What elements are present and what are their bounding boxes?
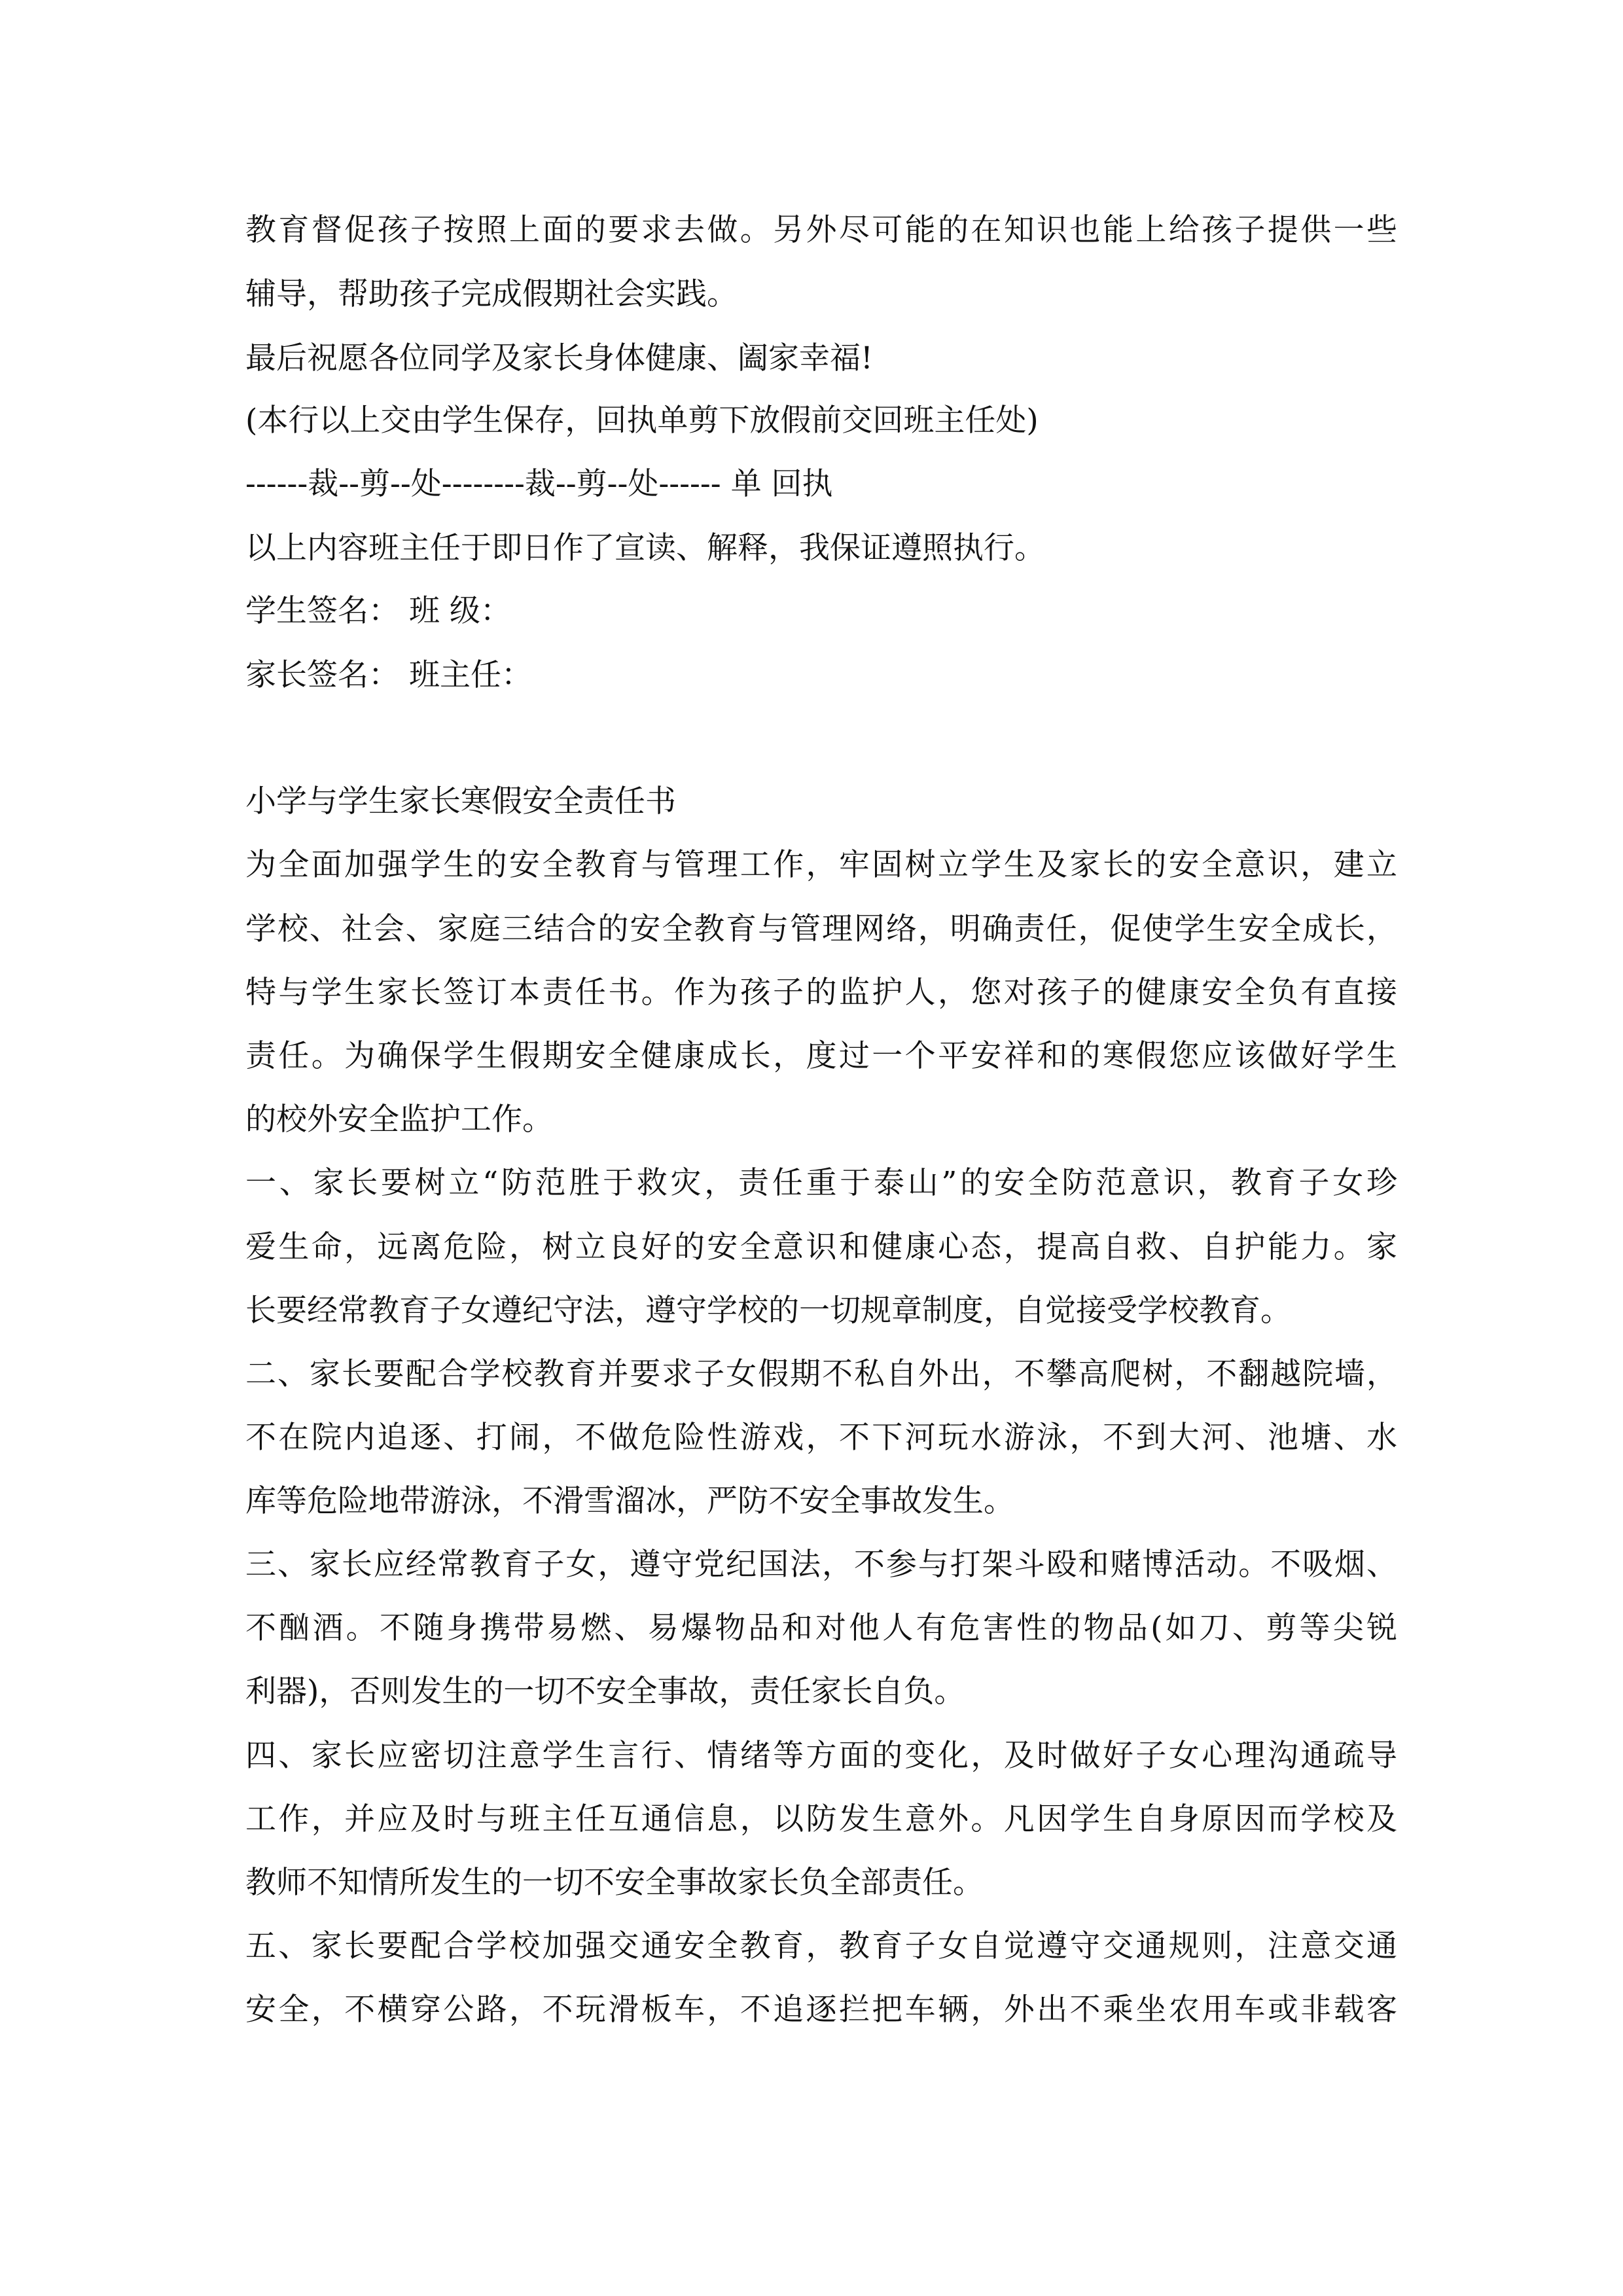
paragraph-line: 三、家长应经常教育子女，遵守党纪国法，不参与打架斗殴和赌博活动。不吸烟、 bbox=[245, 1547, 1397, 1583]
paragraph-line: 学校、社会、家庭三结合的安全教育与管理网络，明确责任，促使学生安全成长， bbox=[245, 911, 1397, 947]
paragraph-line: 库等危险地带游泳，不滑雪溜冰，严防不安全事故发生。 bbox=[245, 1483, 1014, 1519]
paragraph-line: (本行以上交由学生保存，回执单剪下放假前交回班主任处) bbox=[245, 403, 1039, 439]
paragraph-line: 为全面加强学生的安全教育与管理工作，牢固树立学生及家长的安全意识，建立 bbox=[245, 847, 1397, 883]
paragraph-line: 不酗酒。不随身携带易燃、易爆物品和对他人有危害性的物品(如刀、剪等尖锐 bbox=[245, 1610, 1397, 1646]
paragraph-line: 二、家长要配合学校教育并要求子女假期不私自外出，不攀高爬树，不翻越院墙， bbox=[245, 1356, 1397, 1392]
paragraph-line: 长要经常教育子女遵纪守法，遵守学校的一切规章制度，自觉接受学校教育。 bbox=[245, 1293, 1291, 1329]
paragraph-line: 工作，并应及时与班主任互通信息，以防发生意外。凡因学生自身原因而学校及 bbox=[245, 1801, 1397, 1837]
paragraph-line: 五、家长要配合学校加强交通安全教育，教育子女自觉遵守交通规则，注意交通 bbox=[245, 1928, 1397, 1964]
cut-line: ------裁--剪--处--------裁--剪--处------ 单 回执 bbox=[245, 466, 833, 502]
paragraph-line: 责任。为确保学生假期安全健康成长，度过一个平安祥和的寒假您应该做好学生 bbox=[245, 1038, 1397, 1074]
paragraph-line: 教师不知情所发生的一切不安全事故家长负全部责任。 bbox=[245, 1865, 984, 1901]
paragraph-line: 四、家长应密切注意学生言行、情绪等方面的变化，及时做好子女心理沟通疏导 bbox=[245, 1738, 1397, 1774]
paragraph-line: 安全，不横穿公路，不玩滑板车，不追逐拦把车辆，外出不乘坐农用车或非载客 bbox=[245, 1992, 1397, 2028]
paragraph-line: 利器)，否则发生的一切不安全事故，责任家长自负。 bbox=[245, 1674, 965, 1710]
student-signature-line: 学生签名： 班 级： bbox=[245, 593, 511, 629]
paragraph-line: 一、家长要树立“防范胜于救灾，责任重于泰山”的安全防范意识，教育子女珍 bbox=[245, 1165, 1397, 1201]
paragraph-line: 最后祝愿各位同学及家长身体健康、阖家幸福! bbox=[245, 340, 873, 376]
parent-signature-line: 家长签名： 班主任： bbox=[245, 657, 532, 693]
paragraph-line: 特与学生家长签订本责任书。作为孩子的监护人，您对孩子的健康安全负有直接 bbox=[245, 975, 1397, 1011]
paragraph-line: 爱生命，远离危险，树立良好的安全意识和健康心态，提高自救、自护能力。家 bbox=[245, 1229, 1397, 1265]
paragraph-line: 教育督促孩子按照上面的要求去做。另外尽可能的在知识也能上给孩子提供一些 bbox=[245, 212, 1397, 248]
paragraph-line: 不在院内追逐、打闹，不做危险性游戏，不下河玩水游泳，不到大河、池塘、水 bbox=[245, 1420, 1397, 1456]
document-title: 小学与学生家长寒假安全责任书 bbox=[245, 783, 676, 819]
paragraph-line: 的校外安全监护工作。 bbox=[245, 1102, 553, 1138]
paragraph-line: 以上内容班主任于即日作了宣读、解释，我保证遵照执行。 bbox=[245, 530, 1045, 566]
paragraph-line: 辅导，帮助孩子完成假期社会实践。 bbox=[245, 276, 738, 312]
